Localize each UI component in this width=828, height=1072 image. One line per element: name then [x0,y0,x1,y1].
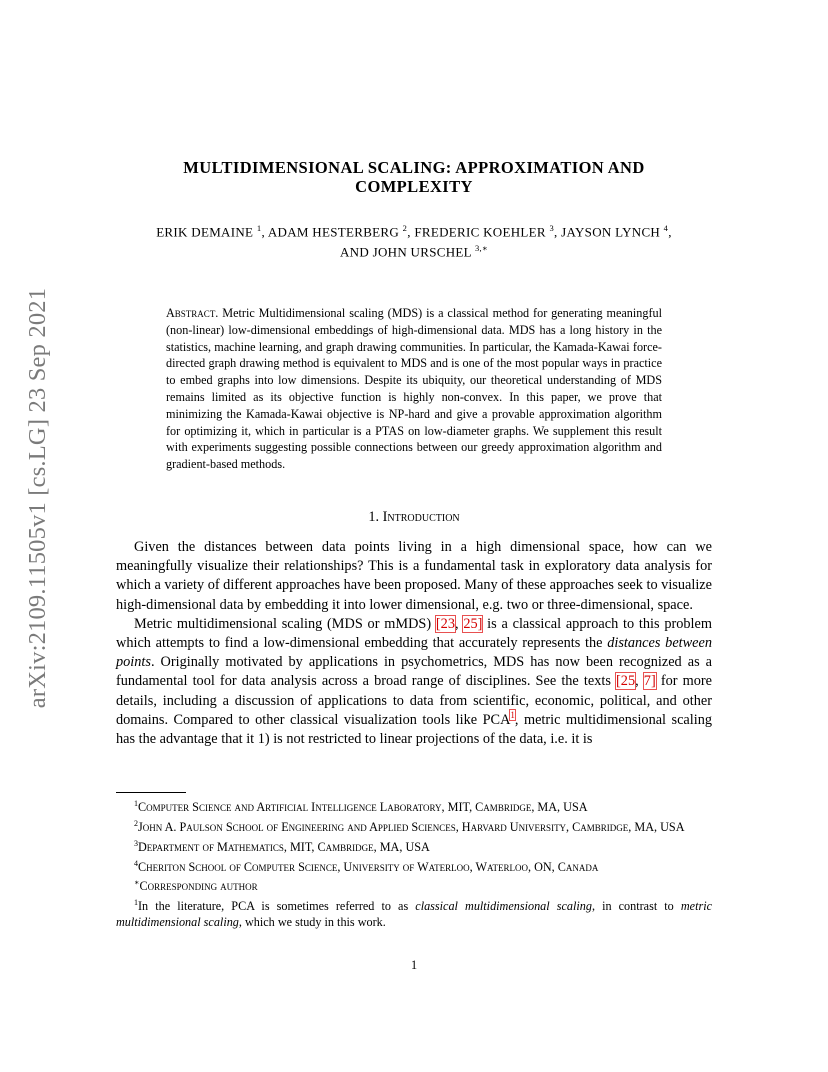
paper-title [116,158,712,196]
citation-separator: , [454,615,464,632]
abstract [166,305,662,473]
footnote-mark: 1 [134,799,138,808]
author-separator: , [668,224,672,240]
author-affiliation-mark: 2 [402,223,408,233]
footnote-mark: 3 [134,838,138,848]
footnote-corresponding-author [116,875,712,895]
body-text [116,538,712,749]
footnote-affiliation-2 [116,816,712,836]
footnote-text: , which we study in this work. [238,915,386,930]
citation-link[interactable]: [23 [435,615,455,632]
paragraph-2 [116,615,712,749]
author-list [116,220,712,261]
footnote-text: Cheriton School of Computer Science, University of Waterloo, Waterloo, ON, Canada [138,859,599,874]
author-affiliation-mark: 3,∗ [474,243,489,254]
footnote-mark: 1 [134,898,138,908]
footnote-affiliation-3 [116,836,712,856]
footnote-pca [116,895,712,931]
paragraph-2-text: . Originally motivated by applications in psychometrics, MDS has now been recognized as a fundamental tool for data analysis across a broad range of disciplines. See the texts [116,654,712,690]
footnote-mark: ∗ [134,878,140,888]
author-name: AND JOHN URSCHEL [339,244,472,260]
title-line-2: COMPLEXITY [355,177,473,196]
paragraph-2-text: for more details, including a discussion of applications to data from scientific, economic, political, and other domains. Compared to other classical visualization tools like PCA [116,673,713,728]
footnote-text: John A. Paulson School of Engineering and Applied Sciences, Harvard University, Cambridge, MA, USA [138,819,685,834]
citation-link[interactable]: 7] [643,673,656,690]
author-affiliation-mark: 1 [256,223,262,233]
author-name: JAYSON LYNCH [561,224,661,240]
section-title: Introduction [382,509,460,525]
footnote-text: , in contrast to [591,899,681,914]
emphasis-text: metric multidimensional scaling [116,899,712,930]
citation-link[interactable]: 25] [463,615,483,632]
author-name: FREDERIC KOEHLER [414,224,546,240]
section-number: 1. [368,509,380,525]
footnote-text: In the literature, PCA is sometimes referred to as [138,899,416,914]
page-number: 1 [410,958,418,972]
footnote-text: Department of Mathematics, MIT, Cambridge, MA, USA [138,839,430,854]
abstract-label: Abstract. [166,306,219,320]
footnote-affiliation-4 [116,856,712,876]
footnote-text: Computer Science and Artificial Intelligence Laboratory, MIT, Cambridge, MA, USA [138,800,588,815]
title-line-1: MULTIDIMENSIONAL SCALING: APPROXIMATION AND [183,158,645,177]
paragraph-2-text: , metric multidimensional scaling has the advantage that it 1) is not restricted to linear projections of the data, i.e. it is [116,711,713,748]
author-line-1 [116,220,712,240]
footnote-mark: 2 [134,818,138,828]
footnote-affiliation-1 [116,796,712,816]
author-separator: , [261,224,268,240]
citation-separator: , [635,673,644,690]
author-separator: , [407,224,415,240]
citation-link[interactable]: [25 [616,673,636,690]
author-affiliation-mark: 4 [663,223,669,233]
author-name: ADAM HESTERBERG [267,224,400,240]
author-separator: , [554,224,562,240]
paragraph-2-text: is a classical approach to this problem which attempts to find a low-dimensional embedding that accurately represents the [116,615,712,652]
footnote-rule [116,792,186,793]
emphasis-text: distances between points [116,635,713,671]
author-name: ERIK DEMAINE [156,224,254,240]
emphasis-text: classical multidimensional scaling [415,899,592,914]
paragraph-1: Given the distances between data points living in a high dimensional space, how can we meaningfully visualize their relationships? This is a fundamental task in exploratory data analysis for which a variety of different approaches have been proposed. Many of these approaches seek to visualize high-dimensional data by embedding it into lower dimensional, e.g. two or three-dimensional, space. [116,539,713,613]
section-heading [116,509,712,526]
author-affiliation-mark: 3 [549,223,555,233]
abstract-text: Metric Multidimensional scaling (MDS) is a classical method for generating meaningful (non-linear) low-dimensional embeddings of high-dimensional data. MDS has a long history in the statistics, machine learning, and graph drawing communities. In particular, the Kamada-Kawai force-directed graph drawing method is equivalent to MDS and is one of the most popular ways in practice to embed graphs into low dimensions. Despite its ubiquity, our theoretical understanding of MDS remains limited as its objective function is highly non-convex. In this paper, we prove that minimizing the Kamada-Kawai objective is NP-hard and give a provable approximation algorithm for optimizing it, which in particular is a PTAS on low-diameter graphs. We supplement this result with experiments suggesting possible connections between our greedy approximation algorithm and gradient-based methods. [166,306,663,472]
footnote-link[interactable]: 1 [510,710,515,721]
author-line-2 [116,240,712,260]
footnotes [116,796,712,931]
footnote-mark: 4 [134,858,138,868]
paragraph-2-text: Metric multidimensional scaling (MDS or mMDS) [134,615,436,632]
footnote-text: Corresponding author [139,879,258,894]
arxiv-stamp: arXiv:2109.11505v1 [cs.LG] 23 Sep 2021 [24,287,51,709]
